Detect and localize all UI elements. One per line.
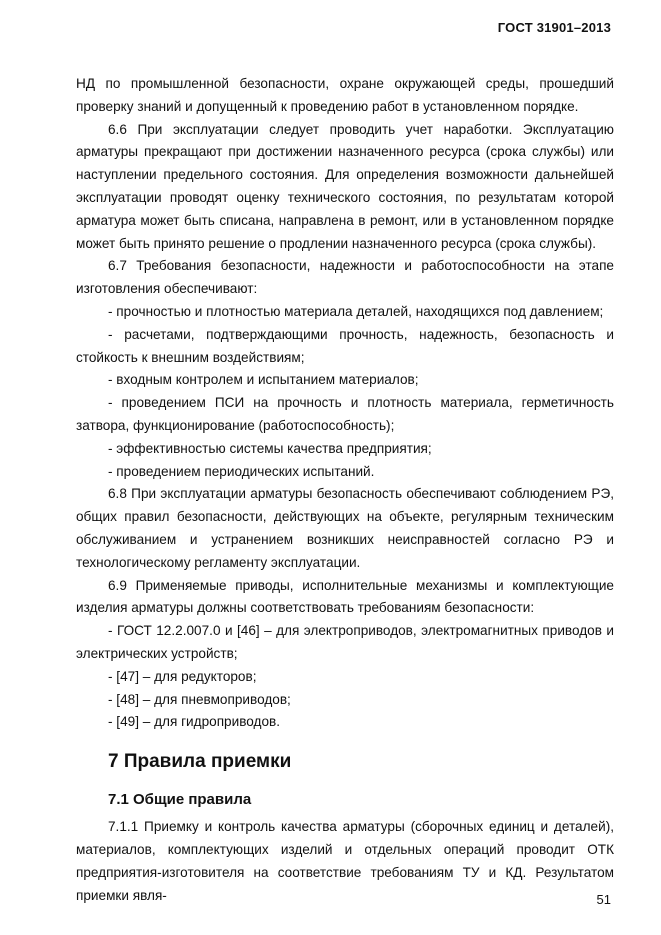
paragraph-6-9: 6.9 Применяемые приводы, исполнительные механизмы и комплектующие изделия арматуры должны соответствовать требованиям безопасности: xyxy=(76,577,614,616)
paragraph-6-8: 6.8 При эксплуатации арматуры безопасность обеспечивают соблюдением РЭ, общих правил безопасности, действующих на объекте, регулярным техническим обслуживанием и устранением возникших неисправностей согласно РЭ и технологическому регламенту эксплуатации. xyxy=(76,486,614,570)
list-item: - эффективностью системы качества предприятия; xyxy=(108,440,432,456)
list-item: - ГОСТ 12.2.007.0 и [46] – для электроприводов, электромагнитных приводов и электрических устройств; xyxy=(76,623,614,661)
list-item: - [49] – для гидроприводов. xyxy=(108,714,281,730)
paragraph-continuation: НД по промышленной безопасности, охране окружающей среды, прошедший проверку знаний и допущенный к проведению работ в установленном порядке. xyxy=(76,76,614,114)
page-number: 51 xyxy=(596,892,611,907)
list-item: - проведением периодических испытаний. xyxy=(108,463,375,479)
list-item: - входным контролем и испытанием материалов; xyxy=(108,372,419,388)
paragraph-6-7: 6.7 Требования безопасности, надежности и работоспособности на этапе изготовления обеспечивают: xyxy=(76,258,614,297)
list-item: - прочностью и плотностью материала деталей, находящихся под давлением; xyxy=(108,303,604,319)
list-item: - [47] – для редукторов; xyxy=(108,668,257,684)
paragraph-6-6: 6.6 При эксплуатации следует проводить учет наработки. Эксплуатацию арматуры прекращают при достижении назначенного ресурса (срока службы) или наступлении предельного состояния. Для определения возможности дальнейшей эксплуатации проводят оценку технического состояния, по результатам которой арматура может быть списана, направлена в ремонт, или в установленном порядке может быть принято решение о продлении назначенного ресурса (срока службы). xyxy=(76,121,614,251)
list-item: - расчетами, подтверждающими прочность, надежность, безопасность и стойкость к внешним воздействиям; xyxy=(76,326,614,365)
document-header: ГОСТ 31901–2013 xyxy=(497,20,611,35)
list-item: - проведением ПСИ на прочность и плотность материала, герметичность затвора, функционирование (работоспособность); xyxy=(76,395,614,433)
page-body xyxy=(76,73,614,907)
paragraph-7-1-1: 7.1.1 Приемку и контроль качества арматуры (сборочных единиц и деталей), материалов, комплектующих изделий и отдельных операций проводит ОТК предприятия-изготовителя на соответствие требованиям ТУ и КД. Результатом приемки явля- xyxy=(76,819,614,903)
section-heading-7: 7 Правила приемки xyxy=(108,751,292,773)
list-item: - [48] – для пневмоприводов; xyxy=(108,691,291,707)
subsection-heading-7-1: 7.1 Общие правила xyxy=(108,791,252,809)
